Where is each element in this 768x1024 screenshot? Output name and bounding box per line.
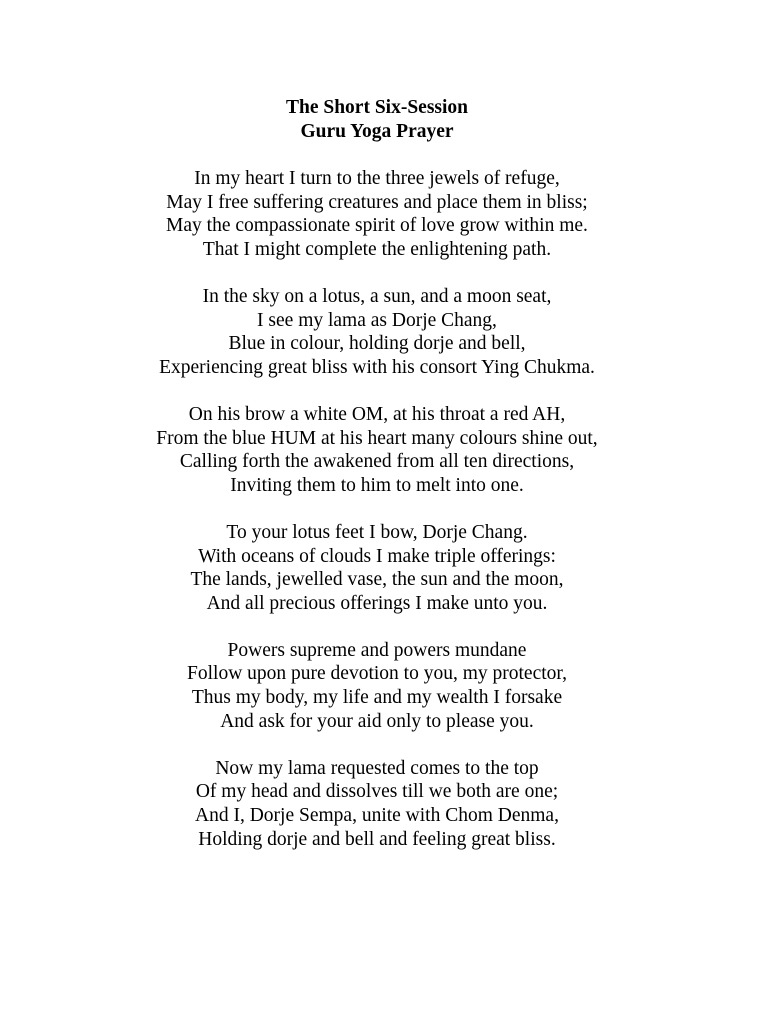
poem-body bbox=[0, 167, 754, 875]
poem-line: Now my lama requested comes to the top bbox=[215, 757, 539, 779]
document-title bbox=[0, 96, 754, 144]
poem-line: From the blue HUM at his heart many colours shine out, bbox=[156, 427, 598, 449]
poem-line: Blue in colour, holding dorje and bell, bbox=[228, 333, 526, 355]
poem-line: On his brow a white OM, at his throat a red AH, bbox=[188, 403, 566, 425]
poem-line: May I free suffering creatures and place them in bliss; bbox=[166, 191, 588, 213]
title-line: The Short Six-Session bbox=[285, 97, 469, 118]
stanza-1 bbox=[0, 167, 754, 261]
poem-line: Experiencing great bliss with his consort Ying Chukma. bbox=[159, 356, 595, 378]
stanza-5 bbox=[0, 639, 754, 733]
stanza-3 bbox=[0, 403, 754, 497]
poem-line: Inviting them to him to melt into one. bbox=[230, 474, 524, 496]
stanza-2 bbox=[0, 285, 754, 379]
poem-line: And all precious offerings I make unto you. bbox=[206, 592, 548, 614]
poem-line: That I might complete the enlightening path. bbox=[202, 238, 552, 260]
poem-line: With oceans of clouds I make triple offerings: bbox=[198, 545, 556, 567]
poem-line: Calling forth the awakened from all ten directions, bbox=[179, 451, 575, 473]
poem-line: I see my lama as Dorje Chang, bbox=[257, 309, 497, 331]
poem-line: In my heart I turn to the three jewels of refuge, bbox=[194, 168, 560, 189]
poem-line: Of my head and dissolves till we both are one; bbox=[195, 781, 559, 803]
title-line: Guru Yoga Prayer bbox=[300, 121, 454, 142]
poem-line: Holding dorje and bell and feeling great bliss. bbox=[198, 828, 556, 850]
poem-line: In the sky on a lotus, a sun, and a moon seat, bbox=[202, 285, 552, 307]
poem-line: Thus my body, my life and my wealth I forsake bbox=[191, 687, 563, 709]
poem-line: The lands, jewelled vase, the sun and the moon, bbox=[190, 569, 564, 591]
stanza-6 bbox=[0, 757, 754, 851]
poem-line: And ask for your aid only to please you. bbox=[220, 710, 534, 732]
poem-line: May the compassionate spirit of love grow within me. bbox=[166, 215, 588, 237]
stanza-4 bbox=[0, 521, 754, 615]
poem-line: Powers supreme and powers mundane bbox=[227, 639, 527, 661]
poem-line: And I, Dorje Sempa, unite with Chom Denma, bbox=[195, 805, 559, 827]
poem-line: Follow upon pure devotion to you, my protector, bbox=[187, 663, 567, 685]
poem-line: To your lotus feet I bow, Dorje Chang. bbox=[226, 521, 528, 543]
